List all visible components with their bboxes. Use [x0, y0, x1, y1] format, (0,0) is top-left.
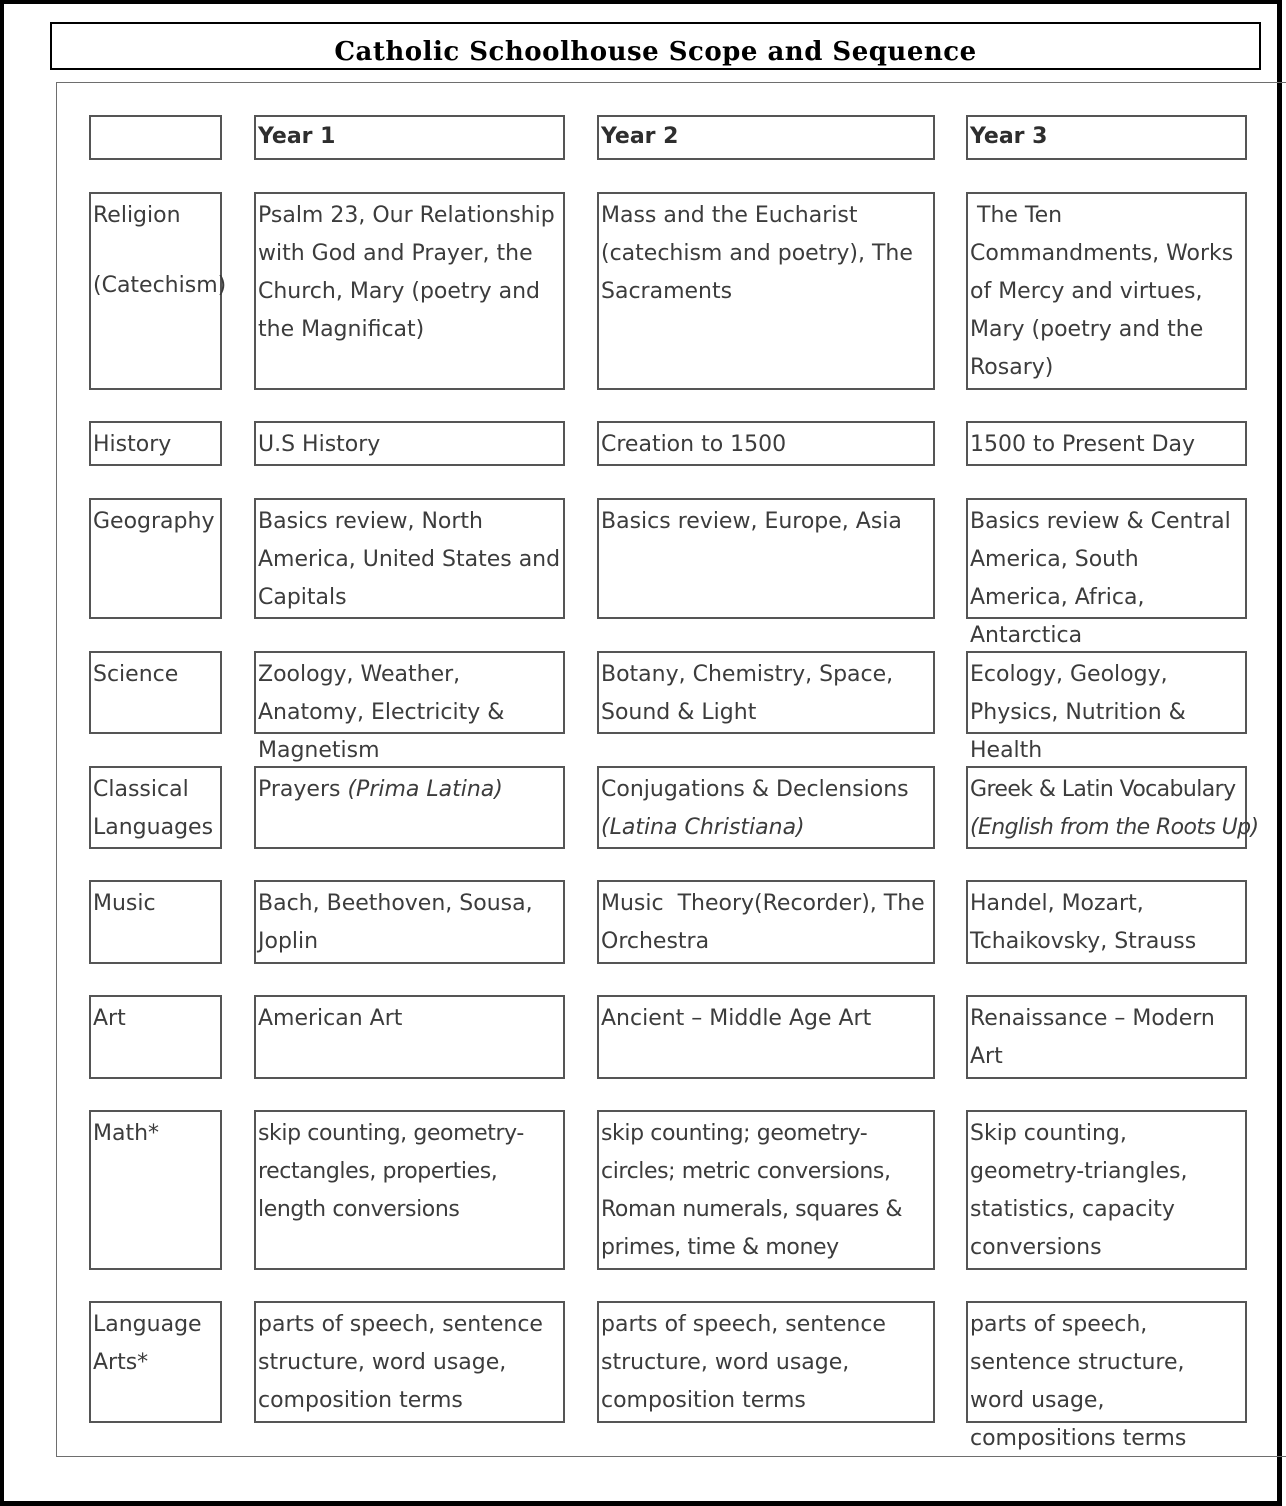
- math-year3: Skip counting, geometry-triangles, statistics, capacity conversions: [966, 1110, 1247, 1270]
- subject-history: History: [89, 421, 222, 466]
- classical-languages-year1: [254, 766, 565, 849]
- math-year1: skip counting, geometry-rectangles, properties, length conversions: [254, 1110, 565, 1270]
- subject-religion: [89, 192, 227, 390]
- cell-text: Prayers: [258, 777, 348, 802]
- book-title: (English from the Roots Up): [970, 815, 1259, 840]
- header-year1: Year 1: [254, 115, 565, 160]
- science-year2: Botany, Chemistry, Space, Sound & Light: [597, 651, 935, 734]
- geography-year3: Basics review & Central America, South America, Africa, Antarctica: [966, 498, 1247, 619]
- header-corner-cell: [89, 115, 222, 160]
- classical-languages-year2: [597, 766, 935, 849]
- science-year1: Zoology, Weather, Anatomy, Electricity & Magnetism: [254, 651, 565, 734]
- subject-label: Religion: [93, 203, 181, 228]
- subject-classical-languages: Classical Languages: [89, 766, 222, 849]
- language-arts-year3: parts of speech, sentence structure, word usage, compositions terms: [966, 1301, 1247, 1423]
- header-year3: Year 3: [966, 115, 1247, 160]
- history-year3: 1500 to Present Day: [966, 421, 1247, 466]
- art-year2: Ancient – Middle Age Art: [597, 995, 935, 1079]
- subject-science: Science: [89, 651, 222, 734]
- book-title: (Prima Latina): [347, 777, 503, 802]
- subject-geography: Geography: [89, 498, 222, 619]
- classical-languages-year3: [966, 766, 1259, 849]
- header-year2: Year 2: [597, 115, 935, 160]
- cell-text: Conjugations & Declensions: [601, 777, 909, 802]
- religion-year1: Psalm 23, Our Relationship with God and Prayer, the Church, Mary (poetry and the Magnificat): [254, 192, 565, 390]
- art-year1: American Art: [254, 995, 565, 1079]
- geography-year1: Basics review, North America, United States and Capitals: [254, 498, 565, 619]
- music-year1: Bach, Beethoven, Sousa, Joplin: [254, 880, 565, 964]
- geography-year2: Basics review, Europe, Asia: [597, 498, 935, 619]
- language-arts-year2: parts of speech, sentence structure, word usage, composition terms: [597, 1301, 935, 1423]
- title-box: [50, 22, 1261, 70]
- religion-year2: Mass and the Eucharist (catechism and poetry), The Sacraments: [597, 192, 935, 390]
- subject-language-arts: Language Arts*: [89, 1301, 222, 1423]
- art-year3: Renaissance – Modern Art: [966, 995, 1247, 1079]
- math-year2: skip counting; geometry-circles; metric conversions, Roman numerals, squares & primes, time & money: [597, 1110, 935, 1270]
- music-year3: Handel, Mozart, Tchaikovsky, Strauss: [966, 880, 1247, 964]
- subject-art: Art: [89, 995, 222, 1079]
- subject-sublabel: (Catechism): [93, 273, 227, 298]
- history-year2: Creation to 1500: [597, 421, 935, 466]
- page-title: Catholic Schoolhouse Scope and Sequence: [334, 37, 977, 67]
- history-year1: U.S History: [254, 421, 565, 466]
- music-year2: Music Theory(Recorder), The Orchestra: [597, 880, 935, 964]
- religion-year3: The Ten Commandments, Works of Mercy and virtues, Mary (poetry and the Rosary): [966, 192, 1247, 390]
- science-year3: Ecology, Geology, Physics, Nutrition & Health: [966, 651, 1247, 734]
- subject-music: Music: [89, 880, 222, 964]
- cell-text: Greek & Latin Vocabulary: [970, 777, 1236, 802]
- book-title: (Latina Christiana): [601, 815, 805, 840]
- subject-math: Math*: [89, 1110, 222, 1270]
- language-arts-year1: parts of speech, sentence structure, word usage, composition terms: [254, 1301, 565, 1423]
